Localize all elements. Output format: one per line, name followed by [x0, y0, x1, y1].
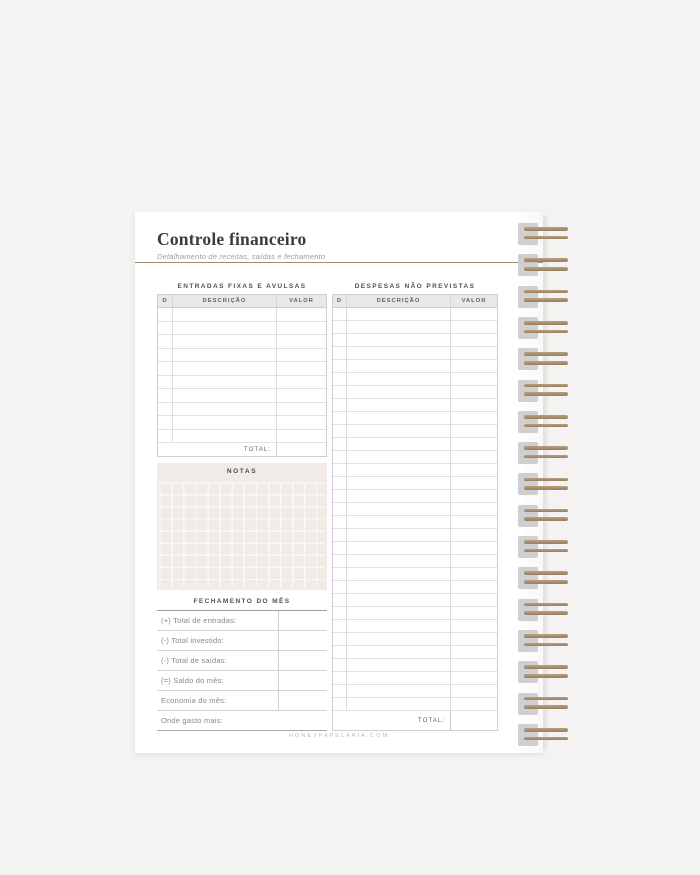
cell-day	[333, 529, 347, 541]
table-row	[158, 349, 326, 363]
cell-description	[347, 360, 451, 372]
expenses-total-row	[333, 711, 497, 730]
cell-day	[333, 477, 347, 489]
cell-description	[347, 581, 451, 593]
cell-day	[333, 490, 347, 502]
cell-description	[347, 412, 451, 424]
cell-value	[451, 620, 497, 632]
expenses-total-value	[451, 711, 497, 730]
cell-value	[451, 490, 497, 502]
cell-day	[158, 403, 173, 416]
cell-value	[277, 403, 326, 416]
cell-value	[451, 698, 497, 710]
entries-table-body	[158, 308, 326, 443]
cell-value	[451, 321, 497, 333]
table-row	[333, 451, 497, 464]
cell-description	[173, 430, 277, 443]
cell-day	[333, 568, 347, 580]
closing-table	[157, 610, 327, 731]
table-row	[333, 425, 497, 438]
cell-value	[451, 438, 497, 450]
cell-day	[333, 542, 347, 554]
closing-row-label: (=) Saldo do mês:	[161, 676, 224, 685]
table-row	[158, 389, 326, 403]
expenses-section-title: DESPESAS NÃO PREVISTAS	[354, 283, 476, 290]
table-row	[333, 542, 497, 555]
cell-description	[347, 698, 451, 710]
cell-value	[277, 322, 326, 335]
planner-page	[135, 212, 543, 753]
cell-value	[451, 633, 497, 645]
cell-day	[333, 672, 347, 684]
table-row	[333, 568, 497, 581]
cell-description	[173, 349, 277, 362]
table-row	[158, 403, 326, 417]
cell-description	[173, 403, 277, 416]
column-header-description: DESCRIÇÃO	[173, 295, 277, 307]
table-row	[333, 386, 497, 399]
cell-value	[451, 399, 497, 411]
cell-description	[347, 594, 451, 606]
cell-day	[158, 430, 173, 443]
cell-day	[333, 581, 347, 593]
cell-value	[451, 386, 497, 398]
cell-description	[347, 386, 451, 398]
cell-description	[347, 464, 451, 476]
cell-day	[158, 308, 173, 321]
cell-description	[347, 308, 451, 320]
closing-row	[157, 711, 327, 731]
closing-row-label: (-) Total de saídas:	[161, 656, 227, 665]
cell-value	[451, 425, 497, 437]
closing-row	[157, 671, 327, 691]
cell-description	[347, 425, 451, 437]
cell-description	[347, 607, 451, 619]
cell-day	[333, 373, 347, 385]
closing-row	[157, 611, 327, 631]
cell-description	[347, 529, 451, 541]
table-row	[333, 464, 497, 477]
cell-description	[347, 646, 451, 658]
cell-day	[158, 349, 173, 362]
table-row	[333, 503, 497, 516]
cell-day	[333, 412, 347, 424]
cell-description	[173, 362, 277, 375]
cell-day	[333, 698, 347, 710]
table-row	[333, 672, 497, 685]
cell-day	[333, 308, 347, 320]
cell-description	[347, 321, 451, 333]
closing-row-label: Economia do mês:	[161, 696, 227, 705]
table-row	[333, 698, 497, 711]
cell-value	[277, 308, 326, 321]
expenses-table	[332, 294, 498, 731]
cell-value	[451, 451, 497, 463]
cell-day	[158, 389, 173, 402]
table-row	[333, 646, 497, 659]
cell-description	[173, 416, 277, 429]
notes-box	[157, 463, 327, 590]
cell-day	[333, 503, 347, 515]
cell-value	[277, 335, 326, 348]
cell-description	[347, 555, 451, 567]
header-divider-line	[135, 262, 543, 263]
cell-value	[451, 594, 497, 606]
cell-description	[173, 376, 277, 389]
closing-row	[157, 691, 327, 711]
cell-description	[347, 633, 451, 645]
cell-value	[277, 389, 326, 402]
cell-description	[173, 308, 277, 321]
closing-row-label: (-) Total investido:	[161, 636, 225, 645]
column-header-day: D	[333, 295, 347, 307]
cell-day	[333, 594, 347, 606]
table-row	[333, 438, 497, 451]
cell-value	[451, 646, 497, 658]
table-row	[158, 362, 326, 376]
cell-value	[277, 430, 326, 443]
cell-description	[347, 490, 451, 502]
cell-description	[347, 503, 451, 515]
table-row	[333, 308, 497, 321]
table-row	[333, 477, 497, 490]
cell-day	[333, 386, 347, 398]
closing-row	[157, 651, 327, 671]
cell-value	[451, 555, 497, 567]
entries-table	[157, 294, 327, 457]
cell-description	[347, 399, 451, 411]
cell-day	[333, 464, 347, 476]
closing-row-label: (+) Total de entradas:	[161, 616, 237, 625]
cell-description	[347, 620, 451, 632]
cell-day	[333, 659, 347, 671]
table-row	[333, 685, 497, 698]
cell-day	[158, 376, 173, 389]
cell-value	[451, 542, 497, 554]
column-header-day: D	[158, 295, 173, 307]
expenses-table-header	[333, 295, 497, 308]
cell-value	[451, 659, 497, 671]
entries-total-row	[158, 443, 326, 456]
table-row	[333, 516, 497, 529]
cell-value	[451, 360, 497, 372]
cell-day	[333, 425, 347, 437]
cell-description	[173, 322, 277, 335]
cell-day	[333, 607, 347, 619]
entries-total-value	[277, 443, 326, 456]
cell-value	[277, 416, 326, 429]
cell-day	[333, 360, 347, 372]
closing-row-label: Onde gasto mais:	[161, 716, 223, 725]
cell-day	[333, 633, 347, 645]
cell-value	[451, 347, 497, 359]
column-header-description: DESCRIÇÃO	[347, 295, 451, 307]
page-stack-edge	[543, 216, 548, 750]
cell-value	[277, 362, 326, 375]
cell-day	[333, 555, 347, 567]
cell-value	[277, 349, 326, 362]
cell-description	[347, 477, 451, 489]
closing-row-value	[278, 691, 327, 710]
footer-url: HONEYPAPELARIA.COM	[289, 733, 389, 739]
table-row	[333, 555, 497, 568]
closing-row-value	[278, 671, 327, 690]
cell-value	[451, 672, 497, 684]
column-header-value: VALOR	[461, 298, 487, 304]
table-row	[333, 529, 497, 542]
cell-description	[347, 347, 451, 359]
entries-section-title: ENTRADAS FIXAS E AVULSAS	[177, 283, 307, 290]
table-row	[333, 334, 497, 347]
table-row	[158, 308, 326, 322]
expenses-table-body	[333, 308, 497, 711]
table-row	[333, 412, 497, 425]
cell-value	[451, 685, 497, 697]
cell-description	[347, 516, 451, 528]
cell-day	[333, 646, 347, 658]
cell-value	[451, 334, 497, 346]
closing-row-value	[278, 611, 327, 630]
table-row	[333, 620, 497, 633]
expenses-total-label: TOTAL:	[333, 711, 451, 730]
page-title: Controle financeiro	[157, 229, 307, 249]
cell-value	[451, 529, 497, 541]
cell-description	[347, 451, 451, 463]
cell-description	[347, 542, 451, 554]
cell-day	[333, 321, 347, 333]
cell-day	[158, 335, 173, 348]
notes-title: NOTAS	[226, 468, 258, 475]
table-row	[333, 399, 497, 412]
cell-day	[333, 347, 347, 359]
cell-day	[158, 416, 173, 429]
table-row	[158, 430, 326, 444]
cell-value	[451, 581, 497, 593]
closing-row-value	[278, 651, 327, 670]
table-row	[333, 633, 497, 646]
cell-value	[451, 503, 497, 515]
cell-value	[277, 376, 326, 389]
cell-description	[347, 672, 451, 684]
table-row	[333, 490, 497, 503]
table-row	[333, 360, 497, 373]
cell-day	[333, 451, 347, 463]
cell-value	[451, 412, 497, 424]
cell-value	[451, 568, 497, 580]
cell-description	[347, 373, 451, 385]
notes-grid	[159, 482, 325, 587]
entries-table-header	[158, 295, 326, 308]
cell-day	[333, 516, 347, 528]
table-row	[333, 659, 497, 672]
cell-value	[451, 477, 497, 489]
cell-value	[451, 373, 497, 385]
closing-section-title: FECHAMENTO DO MÊS	[193, 598, 291, 605]
cell-description	[173, 335, 277, 348]
cell-description	[347, 659, 451, 671]
table-row	[333, 581, 497, 594]
cell-day	[333, 334, 347, 346]
cell-day	[158, 362, 173, 375]
cell-value	[451, 516, 497, 528]
cell-day	[333, 399, 347, 411]
cell-description	[173, 389, 277, 402]
cell-value	[451, 607, 497, 619]
table-row	[333, 321, 497, 334]
column-header-value: VALOR	[289, 298, 314, 304]
table-row	[158, 416, 326, 430]
table-row	[158, 322, 326, 336]
cell-day	[333, 685, 347, 697]
cell-description	[347, 568, 451, 580]
table-row	[158, 335, 326, 349]
table-row	[333, 594, 497, 607]
entries-total-label: TOTAL:	[158, 443, 277, 456]
table-row	[158, 376, 326, 390]
cell-day	[333, 620, 347, 632]
cell-day	[158, 322, 173, 335]
cell-description	[347, 438, 451, 450]
cell-value	[451, 308, 497, 320]
cell-day	[333, 438, 347, 450]
table-row	[333, 347, 497, 360]
cell-description	[347, 685, 451, 697]
page-subtitle: Detalhamento de receitas, saídas e fechamento	[157, 252, 326, 261]
cell-value	[451, 464, 497, 476]
cell-description	[347, 334, 451, 346]
closing-row-value	[278, 631, 327, 650]
table-row	[333, 607, 497, 620]
table-row	[333, 373, 497, 386]
closing-row	[157, 631, 327, 651]
